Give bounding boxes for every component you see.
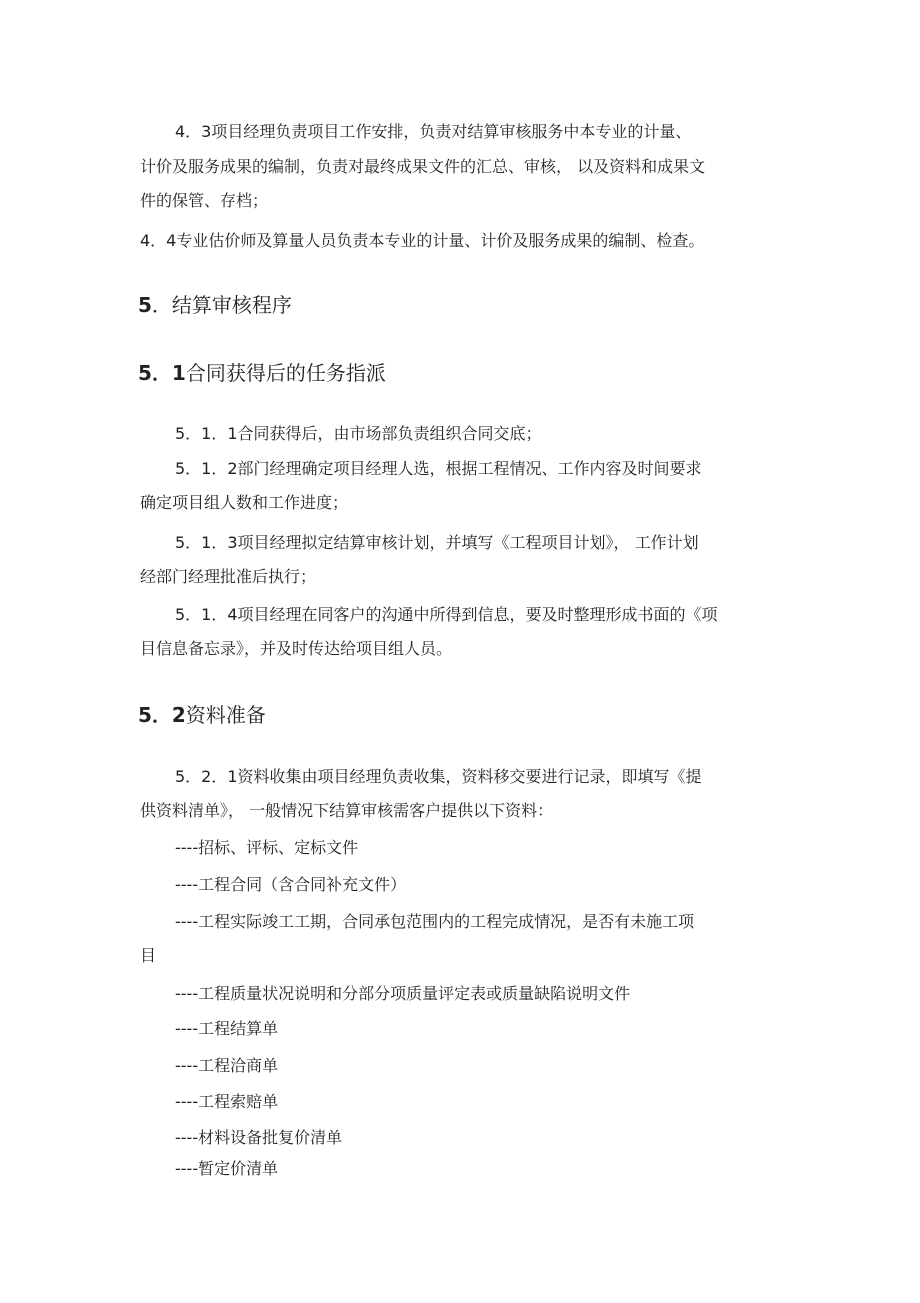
list-item: ----工程索赔单 — [175, 1092, 279, 1111]
para-4-3-line-3: 件的保管、存档； — [140, 191, 269, 210]
para-5-1-3-line-1: 5．1．3项目经理拟定结算审核计划，并填写《工程项目计划》， 工作计划 — [175, 533, 699, 552]
para-4-4-line-1: 4．4专业估价师及算量人员负责本专业的计量、计价及服务成果的编制、检查。 — [140, 231, 705, 250]
para-4-3-line-2: 计价及服务成果的编制，负责对最终成果文件的汇总、审核， 以及资料和成果文 — [140, 157, 706, 176]
list-item: ----工程合同（含合同补充文件） — [175, 875, 407, 894]
para-4-3-line-1: 4．3项目经理负责项目工作安排，负责对结算审核服务中本专业的计量、 — [175, 122, 692, 141]
heading-5-1-number: 5．1 — [138, 361, 186, 385]
para-5-2-1-line-1: 5．2．1资料收集由项目经理负责收集，资料移交要进行记录，即填写《提 — [175, 767, 702, 786]
list-item: ----工程实际竣工工期，合同承包范围内的工程完成情况，是否有未施工项 — [175, 912, 695, 931]
para-5-1-1-line-1: 5．1．1合同获得后，由市场部负责组织合同交底； — [175, 424, 542, 443]
para-5-1-2-line-2: 确定项目组人数和工作进度； — [140, 493, 349, 512]
list-item: ----招标、评标、定标文件 — [175, 838, 359, 857]
list-item: ----工程质量状况说明和分部分项质量评定表或质量缺陷说明文件 — [175, 984, 631, 1003]
heading-5-text: 结算审核程序 — [171, 293, 292, 317]
list-item-continuation: 目 — [140, 946, 157, 965]
heading-5-2 — [138, 702, 266, 728]
list-item: ----暂定价清单 — [175, 1159, 279, 1178]
heading-5-1-text: 合同获得后的任务指派 — [185, 361, 386, 385]
heading-5-number: 5 — [138, 293, 152, 317]
heading-5-1 — [138, 360, 386, 386]
para-5-1-4-line-2: 目信息备忘录》，并及时传达给项目组人员。 — [140, 639, 453, 658]
para-5-2-1-line-2: 供资料清单》， 一般情况下结算审核需客户提供以下资料： — [140, 801, 554, 820]
list-item: ----工程洽商单 — [175, 1056, 279, 1075]
heading-5 — [138, 292, 292, 318]
heading-5-sep: ． — [151, 293, 172, 317]
para-5-1-4-line-1: 5．1．4项目经理在同客户的沟通中所得到信息，要及时整理形成书面的《项 — [175, 605, 718, 624]
para-5-1-3-line-2: 经部门经理批准后执行； — [140, 567, 317, 586]
para-5-1-2-line-1: 5．1．2部门经理确定项目经理人选，根据工程情况、工作内容及时间要求 — [175, 459, 702, 478]
list-item: ----材料设备批复价清单 — [175, 1128, 343, 1147]
heading-5-2-text: 资料准备 — [185, 703, 266, 727]
list-item: ----工程结算单 — [175, 1019, 279, 1038]
heading-5-2-number: 5．2 — [138, 703, 186, 727]
